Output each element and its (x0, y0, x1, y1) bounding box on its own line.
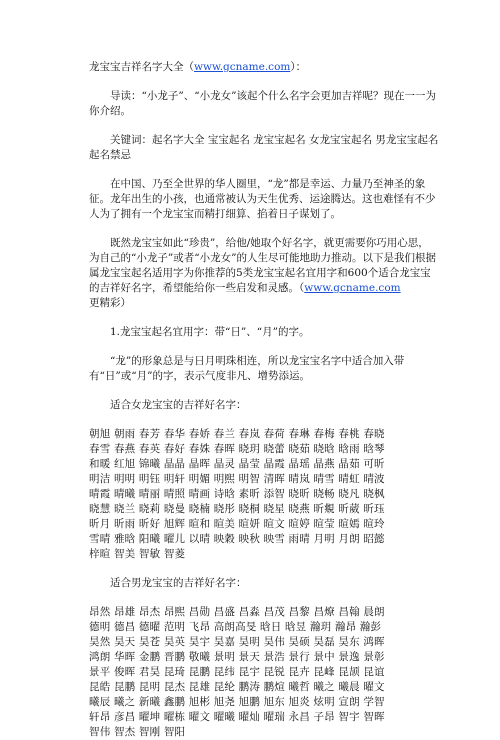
boys-names-line: 昂然 昂雄 昂杰 昂熙 昌勋 昌盛 昌淼 昌茂 昌黎 昌燎 昌翰 晨朗 (89, 606, 385, 618)
girls-names-line: 雪晴 雅晗 阳曦 曜儿 以晴 映穀 映秋 映雪 雨晴 月明 月朗 昭懿 (89, 533, 385, 545)
document-title (89, 60, 439, 75)
boys-names-line: 景平 俊晖 君昊 昆琦 昆鹏 昆纬 昆宇 昆锐 昆卉 昆峰 昆颉 昆谊 (89, 666, 385, 678)
girls-names-line: 晓慧 晓兰 晓莉 晓曼 晓楠 晓彤 晓桐 晓星 晓燕 昕覜 昕葳 昕珏 (89, 503, 385, 515)
girls-names-heading: 适合女龙宝宝的吉祥好名字： (110, 399, 247, 411)
intro-paragraph: 导读：“小龙子”、“小龙女”该起个什么名字会更加吉祥呢？现在一一为你介绍。 (89, 90, 436, 117)
body-paragraph-2-text: 既然龙宝宝如此“珍贵”，给他/她取个好名字，就更需要你巧用心思，为自己的“小龙子”或者“小龙女”的人生尽可能地助力推动。以下是我们根据属龙宝宝起名适用字为你推荐的5类龙宝宝起名宜用字和600个适合龙宝宝的吉祥好名字，希望能给你一些启发和灵感。（ (89, 237, 436, 294)
girls-names-line: 晴霞 晴曦 晴丽 晴照 晴画 诗晗 素昕 添智 晓昕 晓畅 晓凡 晓枫 (89, 488, 385, 500)
boys-names-line: 轩昂 彦昌 曜坤 曜栋 曜文 曜曦 曜灿 曜瑞 永昌 子昂 智宇 智晖 (89, 711, 385, 723)
body-paragraph-1: 在中国、乃至全世界的华人圈里，“龙”都是幸运、力量乃至神圣的象征。龙年出生的小孩，也通常被认为天生优秀、运途腾达。这也难怪有不少人为了拥有一个龙宝宝而精打细算、掐着日子谋划了。 (89, 178, 436, 220)
girls-names-line: 朝旭 朝雨 春芳 春华 春娇 春兰 春岚 春荷 春琳 春梅 春桃 春晓 (89, 428, 385, 440)
girls-names-line: 梓暄 智美 智敏 智菱 (89, 548, 186, 560)
boys-names-heading: 适合男龙宝宝的吉祥好名字： (110, 577, 247, 589)
title-link[interactable]: www.gcname.com (194, 61, 291, 73)
girls-names-line: 和暖 红旭 锦曦 晶晶 晶晖 晶灵 晶莹 晶霞 晶瑶 晶燕 晶茹 可昕 (89, 458, 385, 470)
document-page (89, 60, 439, 740)
section-1-body: “龙”的形象总是与日月明珠相连，所以龙宝宝名字中适合加入带有“日”或“月”的字，表示气度非凡、增势添运。 (89, 355, 405, 382)
body-paragraph-2-link[interactable]: www.gcname.com (304, 282, 401, 294)
section-heading-1: 1.龙宝宝起名宜用字：带“日”、“月”的字。 (110, 326, 310, 338)
girls-names-line: 春雪 春燕 春英 春好 春姝 春晖 晓玥 晓蕾 晓茹 晓晗 晗雨 晗琴 (89, 443, 385, 455)
title-prefix: 龙宝宝吉祥名字大全（ (89, 61, 194, 73)
title-suffix: ）： (290, 61, 307, 73)
boys-names-line: 德明 德昌 德曜 范明 飞昂 高朗高旻 晗日 晗昱 瀚玥 瀚昂 瀚彭 (89, 621, 382, 633)
boys-names-line: 昊然 昊天 昊苍 昊英 昊宇 昊嘉 昊明 昊伟 昊硕 昊磊 昊东 鸿晖 (89, 636, 385, 648)
boys-names-line: 智伟 智杰 智刚 智阳 (89, 726, 186, 738)
girls-names-list (89, 427, 439, 562)
body-paragraph-2-suffix: 更精彩） (89, 297, 131, 309)
boys-names-line: 昆皓 昆鹏 昆明 昆杰 昆雄 昆纶 鹏涛 鹏煊 曦哲 曦之 曦晨 曜文 (89, 681, 385, 693)
girls-names-line: 明洁 明明 明钰 明轩 明媚 明熙 明智 清晖 晴岚 晴雪 晴虹 晴波 (89, 473, 385, 485)
keywords-paragraph: 关键词：起名字大全 宝宝起名 龙宝宝起名 女龙宝宝起名 男龙宝宝起名 起名禁忌 (89, 134, 439, 161)
boys-names-line: 鸿朗 华晖 金鹏 晋鹏 敬曦 景明 景天 景浩 景行 景中 景逸 景彰 (89, 651, 385, 663)
boys-names-list (89, 605, 439, 740)
body-paragraph-2 (89, 236, 439, 311)
boys-names-line: 曦辰 曦之 新曦 鑫鹏 旭彬 旭尧 旭鹏 旭东 旭炎 炫明 宣朗 学智 (89, 696, 385, 708)
girls-names-line: 昕月 昕雨 昕好 旭辉 暄和 暄美 暄妍 暄文 暄婷 暄莹 暄嫣 暄玲 (89, 518, 385, 530)
